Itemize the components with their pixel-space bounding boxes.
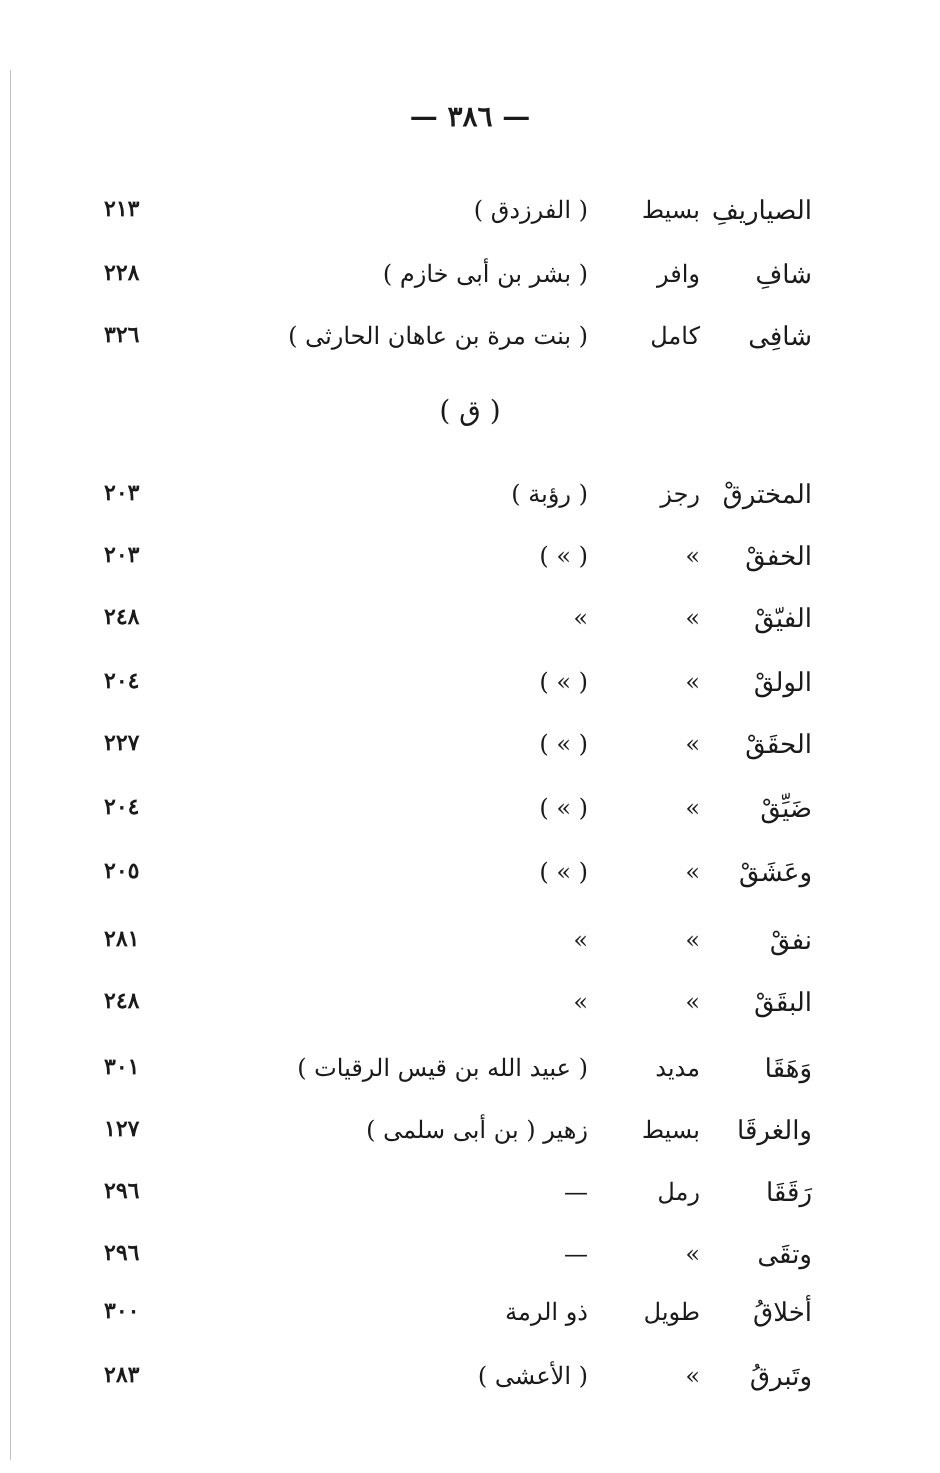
poet-name: ( رؤبة ) [511, 480, 588, 508]
poet-name: » [573, 988, 588, 1016]
rhyme-word: وتقَى [757, 1240, 812, 1270]
table-row [0, 1178, 940, 1226]
poet-name: — [564, 1178, 588, 1206]
poet-name: ( » ) [539, 858, 588, 886]
poet-name: ( » ) [539, 730, 588, 758]
poet-name: ( » ) [539, 542, 588, 570]
table-row [0, 542, 940, 590]
page-ref: ٢٤٨ [104, 988, 140, 1014]
poet-name: ذو الرمة [505, 1298, 588, 1326]
meter-name: » [685, 668, 700, 696]
table-row [0, 668, 940, 716]
page-ref: ٢٤٨ [104, 604, 140, 630]
poet-name: ( » ) [539, 794, 588, 822]
table-row [0, 926, 940, 974]
rhyme-word: شافِى [748, 322, 812, 352]
rhyme-word: وَهَقَا [764, 1054, 812, 1084]
page-ref: ٢٠٣ [104, 480, 140, 506]
rhyme-word: شافِ [755, 260, 812, 290]
poet-name: ( بنت مرة بن عاهان الحارثى ) [288, 322, 588, 350]
page-ref: ٢٢٧ [104, 730, 140, 756]
page-ref: ٣٢٦ [104, 322, 140, 348]
poet-name: ( بشر بن أبى خازم ) [382, 260, 588, 288]
page-ref: ٢٠٤ [104, 668, 140, 694]
rhyme-word: رَقَقَا [765, 1178, 812, 1208]
page-ref: ٢٩٦ [104, 1240, 140, 1266]
table-row [0, 196, 940, 244]
rhyme-word: والغرقَا [737, 1116, 812, 1146]
rhyme-word: البقَقْ [754, 988, 812, 1018]
page-ref: ٢٨٣ [104, 1362, 140, 1388]
page-ref: ٢٢٨ [104, 260, 140, 286]
meter-name: » [685, 794, 700, 822]
meter-name: مديد [655, 1054, 700, 1082]
rhyme-word: المخترقْ [722, 480, 812, 510]
table-row [0, 988, 940, 1036]
meter-name: رجز [660, 480, 700, 508]
meter-name: » [685, 542, 700, 570]
poet-name: ( عبيد الله بن قيس الرقيات ) [297, 1054, 588, 1082]
poet-name: ( » ) [539, 668, 588, 696]
rhyme-word: الولقْ [753, 668, 812, 698]
meter-name: » [685, 926, 700, 954]
poet-name: » [573, 604, 588, 632]
rhyme-word: نفقْ [769, 926, 812, 956]
meter-name: » [685, 604, 700, 632]
meter-name: طويل [643, 1298, 700, 1326]
page-ref: ٢١٣ [104, 196, 140, 222]
meter-name: بسيط [641, 196, 700, 224]
table-row [0, 322, 940, 370]
poet-name: » [573, 926, 588, 954]
table-row [0, 604, 940, 652]
rhyme-word: الحقَقْ [745, 730, 812, 760]
meter-name: » [685, 1240, 700, 1268]
table-row [0, 1054, 940, 1102]
rhyme-word: ضَيِّقْ [760, 794, 812, 824]
table-row [0, 1240, 940, 1288]
rhyme-word: أخلاقُ [753, 1298, 812, 1328]
rhyme-word: الصياريفِ [711, 196, 812, 226]
page-ref: ٢٠٥ [104, 858, 140, 884]
poet-name: — [564, 1240, 588, 1268]
page-ref: ٢٨١ [104, 926, 140, 952]
meter-name: رمل [657, 1178, 700, 1206]
page-ref: ١٢٧ [104, 1116, 140, 1142]
meter-name: » [685, 988, 700, 1016]
poet-name: ( الفرزدق ) [473, 196, 588, 224]
meter-name: كامل [650, 322, 700, 350]
meter-name: وافر [657, 260, 700, 288]
table-row [0, 480, 940, 528]
table-row [0, 1362, 940, 1410]
table-row [0, 858, 940, 906]
page-ref: ٣٠٠ [104, 1298, 140, 1324]
page-ref: ٢٠٣ [104, 542, 140, 568]
rhyme-word: الخفقْ [745, 542, 812, 572]
page-ref: ٢٠٤ [104, 794, 140, 820]
table-row [0, 260, 940, 308]
table-row [0, 1116, 940, 1164]
rhyme-word: الفيّقْ [754, 604, 812, 634]
page-ref: ٢٩٦ [104, 1178, 140, 1204]
meter-name: » [685, 1362, 700, 1390]
poet-name: ( الأعشى ) [477, 1362, 588, 1390]
table-row [0, 1298, 940, 1346]
page-ref: ٣٠١ [104, 1054, 140, 1080]
meter-name: » [685, 730, 700, 758]
rhyme-word: وعَشَقْ [739, 858, 812, 888]
meter-name: بسيط [641, 1116, 700, 1144]
poet-name: زهير ( بن أبى سلمى ) [366, 1116, 588, 1144]
meter-name: » [685, 858, 700, 886]
table-row [0, 730, 940, 778]
page-number: — ٣٨٦ — [409, 100, 531, 133]
table-row [0, 794, 940, 842]
section-heading: ( ق ) [439, 394, 501, 427]
rhyme-word: وتَبرقُ [749, 1362, 812, 1392]
